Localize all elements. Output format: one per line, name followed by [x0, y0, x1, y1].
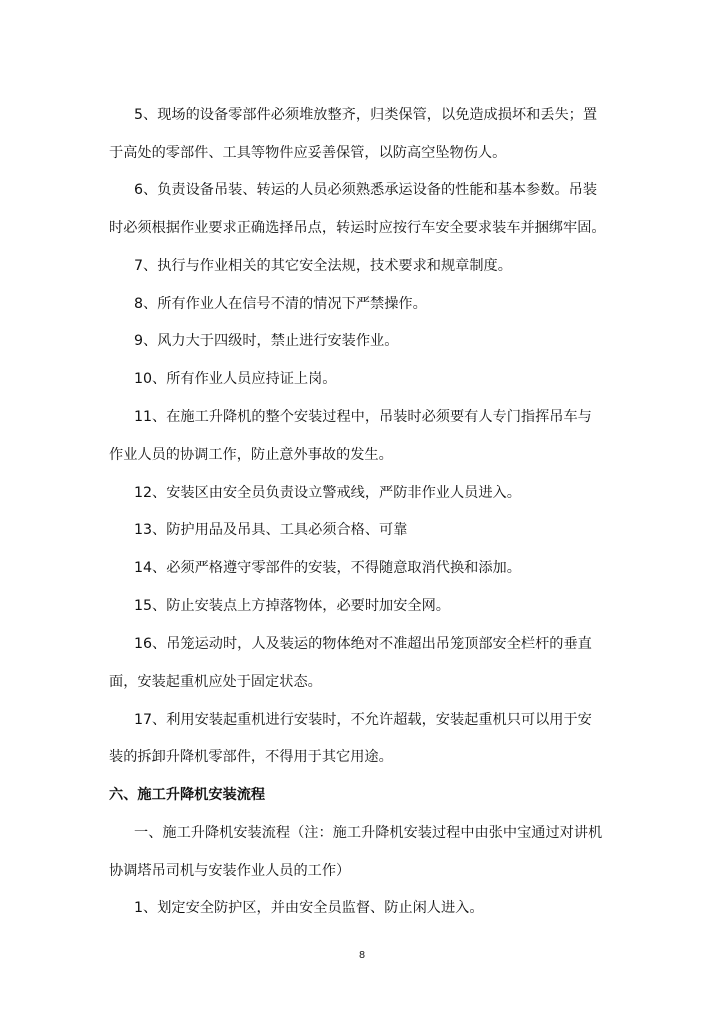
rule-10: 10、所有作业人员应持证上岗。: [134, 371, 337, 387]
rule-5-line-1: 5、现场的设备零部件必须堆放整齐，归类保管，以免造成损坏和丢失；置: [134, 107, 598, 123]
rule-17-line-1: 17、利用安装起重机进行安装时，不允许超载，安装起重机只可以用于安: [134, 712, 592, 728]
rule-5-line-2: 于高处的零部件、工具等物件应妥善保管，以防高空坠物伤人。: [109, 145, 507, 161]
rule-8: 8、所有作业人在信号不清的情况下严禁操作。: [134, 296, 427, 312]
page-number: 8: [358, 950, 366, 961]
rule-14: 14、必须严格遵守零部件的安装，不得随意取消代换和添加。: [134, 560, 521, 576]
rule-9: 9、风力大于四级时，禁止进行安装作业。: [134, 333, 399, 349]
process-intro-line-1: 一、施工升降机安装流程（注：施工升降机安装过程中由张中宝通过对讲机: [134, 825, 603, 841]
process-step-1: 1、划定安全防护区，并由安全员监督、防止闲人进入。: [134, 900, 484, 916]
rule-13: 13、防护用品及吊具、工具必须合格、可靠: [134, 522, 408, 538]
rule-6-line-1: 6、负责设备吊装、转运的人员必须熟悉承运设备的性能和基本参数。吊装: [134, 182, 598, 198]
rule-11-line-2: 作业人员的协调工作，防止意外事故的发生。: [109, 447, 393, 463]
rule-6-line-2: 时必须根据作业要求正确选择吊点，转运时应按行车安全要求装车并捆绑牢固。: [109, 220, 606, 236]
rule-16-line-2: 面，安装起重机应处于固定状态。: [109, 674, 322, 690]
rule-15: 15、防止安装点上方掉落物体，必要时加安全网。: [134, 598, 450, 614]
section-heading: 六、施工升降机安装流程: [109, 787, 266, 803]
process-intro-line-2: 协调塔吊司机与安装作业人员的工作）: [109, 863, 351, 879]
rule-16-line-1: 16、吊笼运动时，人及装运的物体绝对不准超出吊笼顶部安全栏杆的垂直: [134, 636, 592, 652]
rule-17-line-2: 装的拆卸升降机零部件，不得用于其它用途。: [109, 749, 393, 765]
rule-11-line-1: 11、在施工升降机的整个安装过程中，吊装时必须要有人专门指挥吊车与: [134, 409, 592, 425]
rule-7: 7、执行与作业相关的其它安全法规，技术要求和规章制度。: [134, 258, 512, 274]
rule-12: 12、安装区由安全员负责设立警戒线，严防非作业人员进入。: [134, 485, 521, 501]
